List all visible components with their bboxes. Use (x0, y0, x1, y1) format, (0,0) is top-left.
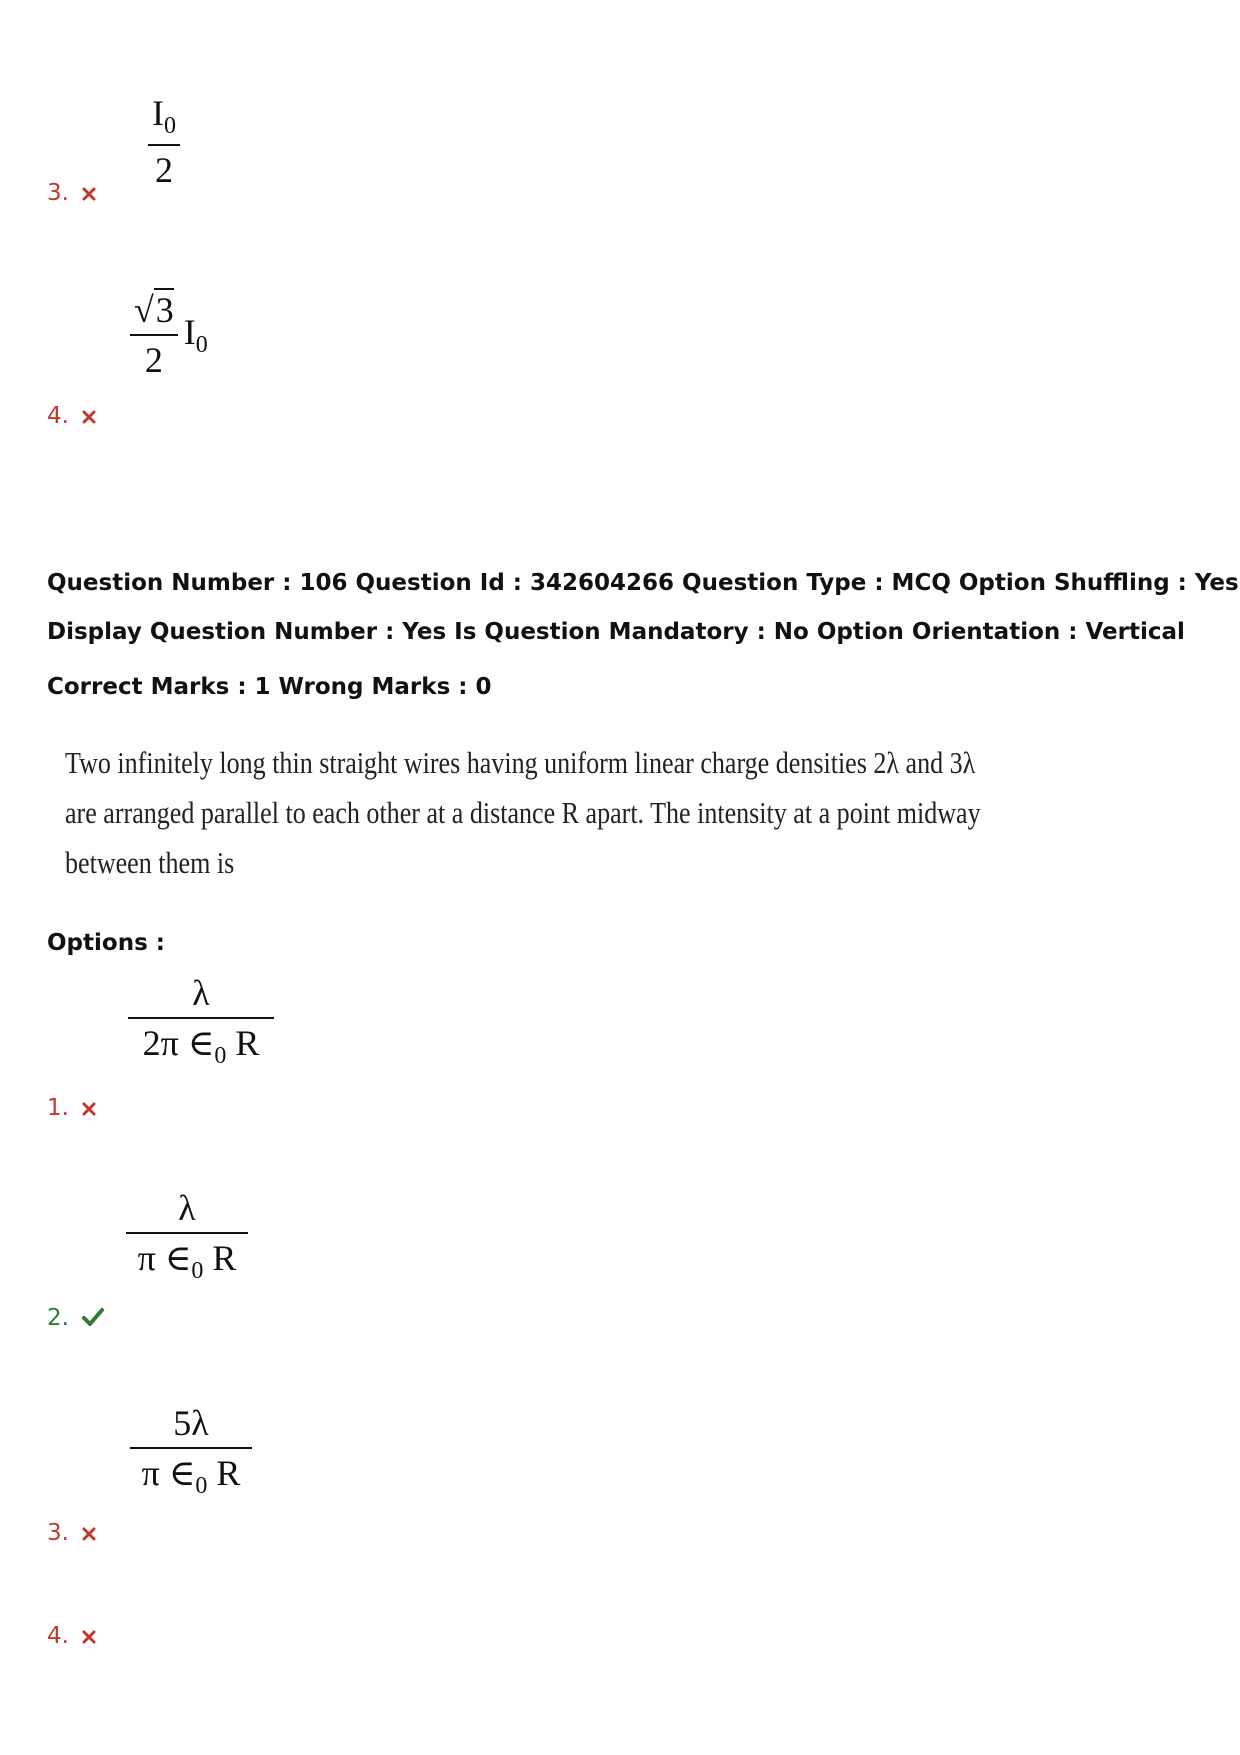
cross-icon (82, 1102, 96, 1116)
cross-icon (82, 1630, 96, 1644)
check-icon (82, 1308, 104, 1326)
option-3-label[interactable]: 3. (47, 1520, 96, 1546)
option-4-label[interactable]: 4. (47, 1623, 96, 1649)
prev-option-4-label: 4. (47, 403, 96, 429)
question-meta-line-1: Question Number : 106 Question Id : 342604266 Question Type : MCQ Option Shuffling : Yes (47, 570, 1239, 596)
prev-option-3-label: 3. (47, 180, 96, 206)
question-text-line-3: between them is (65, 845, 235, 880)
options-heading: Options : (47, 930, 165, 956)
question-meta-line-2: Display Question Number : Yes Is Question Mandatory : No Option Orientation : Vertical (47, 619, 1185, 645)
question-text-line-2: are arranged parallel to each other at a distance R apart. The intensity at a point midway (65, 795, 981, 830)
question-text-line-1: Two infinitely long thin straight wires having uniform linear charge densities 2λ and 3λ (65, 745, 976, 780)
option-1-label[interactable]: 1. (47, 1095, 96, 1121)
cross-icon (82, 410, 96, 424)
option-2-formula: $\frac{\lambda}{\pi \in_0 R}$ (126, 1190, 248, 1283)
prev-option-4-formula: $\frac{√3}{2}$ $I_0$ (130, 292, 208, 378)
option-1-formula: $\frac{\lambda}{2\pi \in_0 R}$ (128, 975, 274, 1068)
prev-option-3-formula: $\frac{I_0}{2}$ (148, 95, 180, 188)
option-2-label[interactable]: 2. (47, 1305, 104, 1331)
cross-icon (82, 187, 96, 201)
option-3-formula: $\frac{5\lambda}{\pi \in_0 R}$ (130, 1405, 252, 1498)
cross-icon (82, 1527, 96, 1541)
question-meta-line-3: Correct Marks : 1 Wrong Marks : 0 (47, 674, 492, 700)
